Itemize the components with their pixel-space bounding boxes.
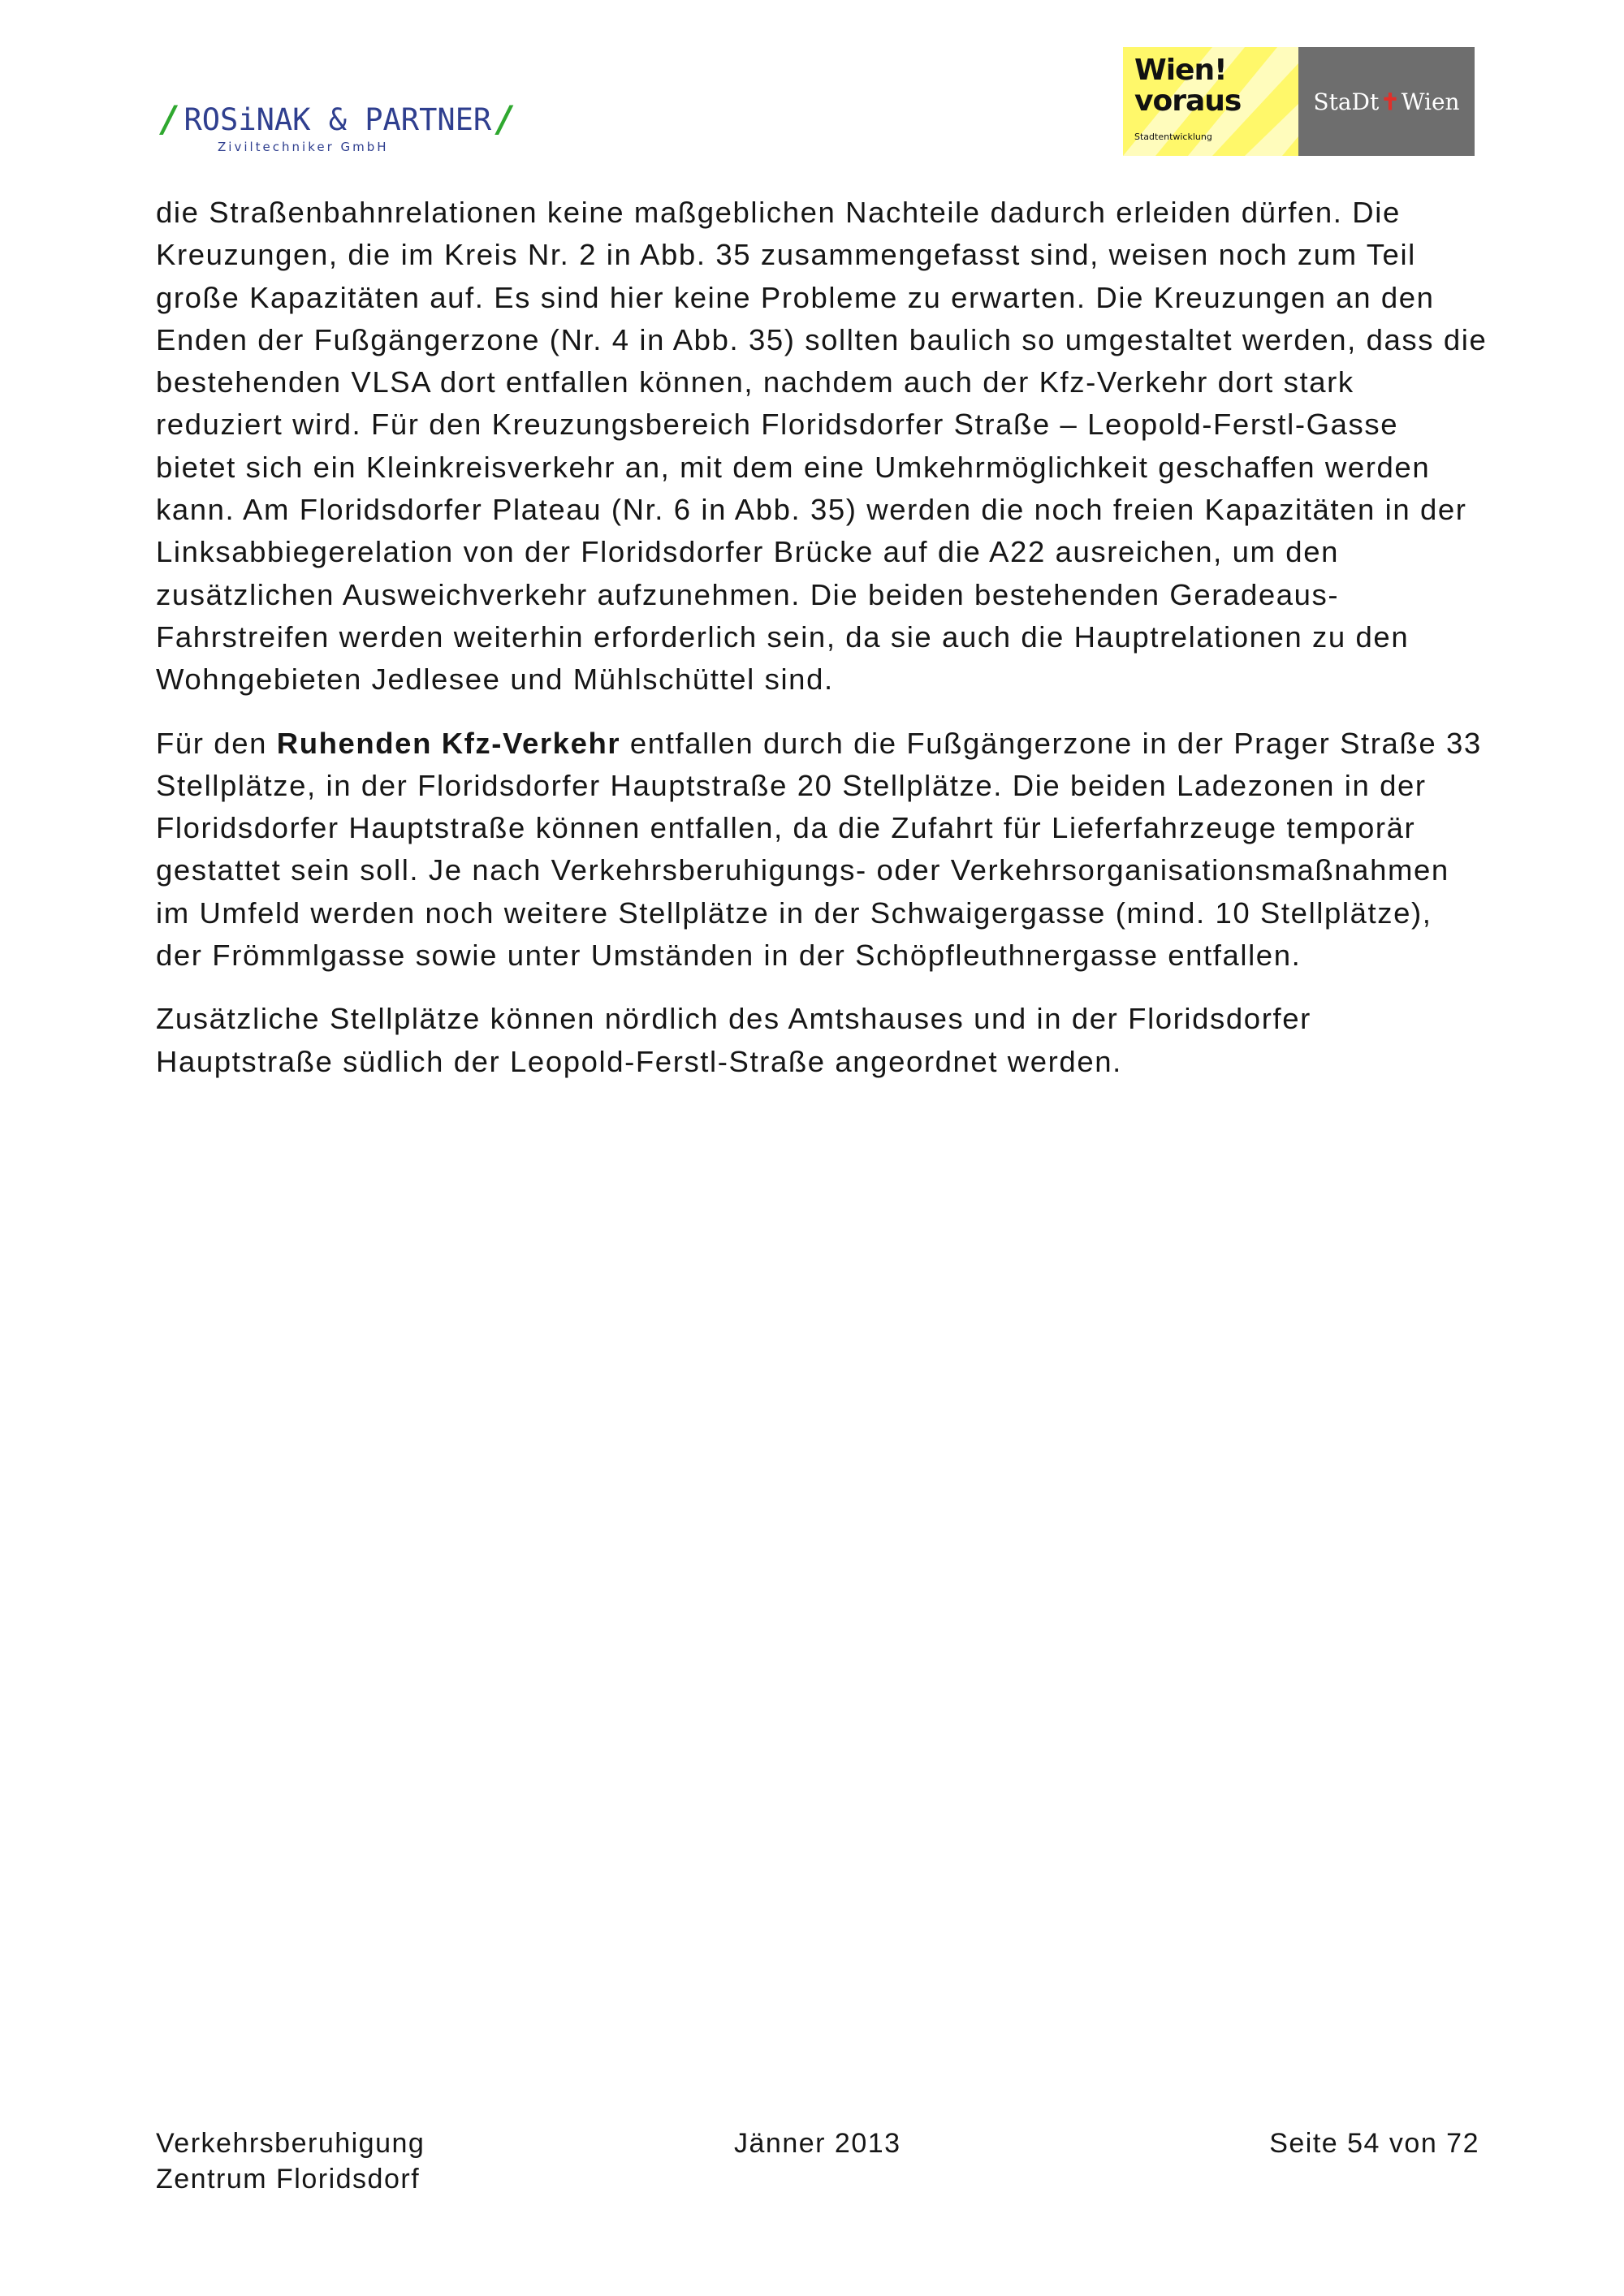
paragraph-zusaetzliche-stellplaetze: Zusätzliche Stellplätze können nördlich des Amtshauses und in der Floridsdorfer Hauptstraße südlich der Leopold-Ferstl-Straße angeordnet werden. xyxy=(156,1002,1311,1078)
footer-document-title xyxy=(156,2126,425,2197)
footer-date: Jänner 2013 xyxy=(734,2128,901,2159)
wien-logo-title xyxy=(1134,55,1241,117)
rosinak-partner-logo xyxy=(156,99,516,161)
paragraph-kreuzungen: die Straßenbahnrelationen keine maßgeblichen Nachteile dadurch erleiden dürfen. Die Kreuzungen, die im Kreis Nr. 2 in Abb. 35 zusammengefasst sind, weisen noch zum Teil große Kapazitäten auf. Es sind hier keine Probleme zu erwarten. Die Kreuzungen an den Enden der Fußgängerzone (Nr. 4 in Abb. 35) sollten baulich so umgestaltet werden, dass die bestehenden VLSA dort entfallen können, nachdem auch der Kfz-Verkehr dort stark reduziert wird. Für den Kreuzungsbereich Floridsdorfer Straße – Leopold-Ferstl-Gasse bietet sich ein Kleinkreisverkehr an, mit dem eine Umkehrmöglichkeit geschaffen werden kann. Am Floridsdorfer Plateau (Nr. 6 in Abb. 35) werden die noch freien Kapazitäten in der Linksabbiegerelation von der Floridsdorfer Brücke auf die A22 ausreichen, um den zusätzlichen Ausweichverkehr aufzunehmen. Die beiden bestehenden Geradeaus-Fahrstreifen werden weiterhin erforderlich sein, da sie auch die Hauptrelationen zu den Wohngebieten Jedlesee und Mühlschüttel sind. xyxy=(156,196,1488,697)
wien-logo-line1: Wien! xyxy=(1134,54,1227,87)
stadt-logo-part2: Wien xyxy=(1401,88,1460,115)
cross-icon: ✝ xyxy=(1380,88,1400,115)
rosinak-logo-name: ROSiNAK & PARTNER xyxy=(184,102,492,137)
logo-slash-right: / xyxy=(495,99,516,140)
stadt-logo-part1: StaDt xyxy=(1313,88,1380,115)
wien-logo-subtitle: Stadtentwicklung xyxy=(1134,132,1212,142)
page-footer xyxy=(156,2126,1479,2207)
document-body xyxy=(156,192,1488,1083)
footer-title-line2: Zentrum Floridsdorf xyxy=(156,2164,421,2195)
paragraph-ruhender-verkehr xyxy=(156,723,1488,978)
rosinak-logo-subtitle: Ziviltechniker GmbH xyxy=(218,140,389,154)
stadt-wien-logo xyxy=(1298,47,1475,156)
paragraph-rest: entfallen durch die Fußgängerzone in der Prager Straße 33 Stellplätze, in der Floridsdorfer Hauptstraße 20 Stellplätze. Die beiden Ladezonen in der Floridsdorfer Hauptstraße können entfallen, da die Zufahrt für Lieferfahrzeuge temporär gestattet sein soll. Je nach Verkehrsberuhigungs- oder Verkehrsorganisationsmaßnahmen im Umfeld werden noch weitere Stellplätze in der Schwaigergasse (mind. 10 Stellplätze), der Frömmlgasse sowie unter Umständen in der Schöpfleuthnergasse entfallen. xyxy=(156,726,1482,973)
wien-logo-line2: voraus xyxy=(1134,84,1242,118)
wien-voraus-logo xyxy=(1123,47,1298,156)
logo-slash-left: / xyxy=(159,99,181,140)
footer-title-line1: Verkehrsberuhigung xyxy=(156,2128,425,2159)
paragraph-prefix: Für den xyxy=(156,726,277,760)
bold-term-ruhender-kfz-verkehr: Ruhenden Kfz-Verkehr xyxy=(276,726,621,760)
footer-page-number: Seite 54 von 72 xyxy=(1269,2128,1479,2159)
